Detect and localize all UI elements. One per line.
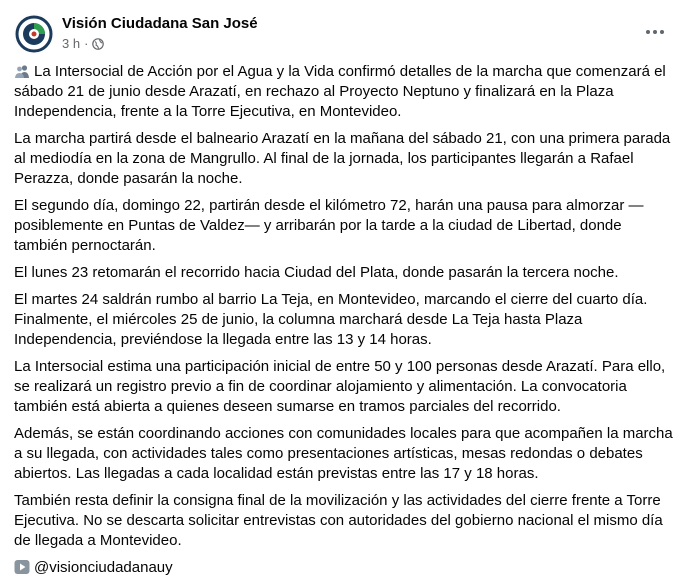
more-options-button[interactable]	[637, 18, 673, 46]
more-options-icon	[646, 30, 650, 34]
globe-icon[interactable]	[92, 38, 104, 50]
handle-link[interactable]: @visionciudadanauy	[34, 559, 173, 576]
post-paragraph: Además, se están coordinando acciones con comunidades locales para que acompañen la marcha a su llegada, con actividades tales como presentaciones artísticas, mesas redondas o debates abiertos. Las llegadas a cada localidad están previstas entre las 17 y 18 horas.	[14, 425, 673, 482]
post-paragraph: El segundo día, domingo 22, partirán desde el kilómetro 72, harán una pausa para almorzar —posiblemente en Puntas de Valdez— y arribarán por la tarde a la ciudad de Libertad, donde también pernoctarán.	[14, 197, 644, 254]
post-paragraph	[14, 62, 673, 122]
post-paragraph: El martes 24 saldrán rumbo al barrio La Teja, en Montevideo, marcando el cierre del cuarto día. Finalmente, el miércoles 25 de junio, la columna marchará desde La Teja hasta Plaza Independencia, previéndose la llegada entre las 13 y 14 horas.	[14, 291, 648, 348]
play-button-icon	[14, 559, 30, 575]
post-paragraph: La Intersocial estima una participación inicial de entre 50 y 100 personas desde Arazatí. Para ello, se realizará un registro previo a fin de coordinar alojamiento y alimentación. La convocatoria también está abierta a quienes deseen sumarse en tramos parciales del recorrido.	[14, 358, 666, 415]
post-time[interactable]: 3 h	[62, 36, 81, 51]
page-name[interactable]: Visión Ciudadana San José	[62, 15, 258, 32]
page-logo-icon	[14, 14, 54, 54]
meta-separator: ·	[84, 36, 89, 51]
handle-line	[14, 558, 673, 578]
post-meta	[62, 36, 104, 51]
paragraph-text: La Intersocial de Acción por el Agua y la Vida confirmó detalles de la marcha que comenzará el sábado 21 de junio desde Arazatí, en rechazo al Proyecto Neptuno y finalizará en la Plaza Independencia, frente a la Torre Ejecutiva, en Montevideo.	[14, 63, 666, 120]
people-silhouette-icon	[14, 63, 30, 79]
post-paragraph: El lunes 23 retomarán el recorrido hacia Ciudad del Plata, donde pasarán la tercera noche.	[14, 264, 619, 281]
post-body	[14, 56, 673, 578]
post-paragraph: También resta definir la consigna final de la movilización y las actividades del cierre frente a Torre Ejecutiva. No se descarta solicitar entrevistas con autoridades del gobierno nacional el mismo día de llegada a Montevideo.	[14, 492, 663, 549]
avatar[interactable]	[14, 14, 54, 54]
post-header	[14, 12, 673, 56]
more-options-dot	[653, 30, 657, 34]
post-paragraph: La marcha partirá desde el balneario Arazatí en la mañana del sábado 21, con una primera parada al mediodía en la zona de Mangrullo. Al final de la jornada, los participantes llegarán a Rafael Perazza, donde pasarán la noche.	[14, 130, 671, 187]
more-options-dot	[660, 30, 664, 34]
